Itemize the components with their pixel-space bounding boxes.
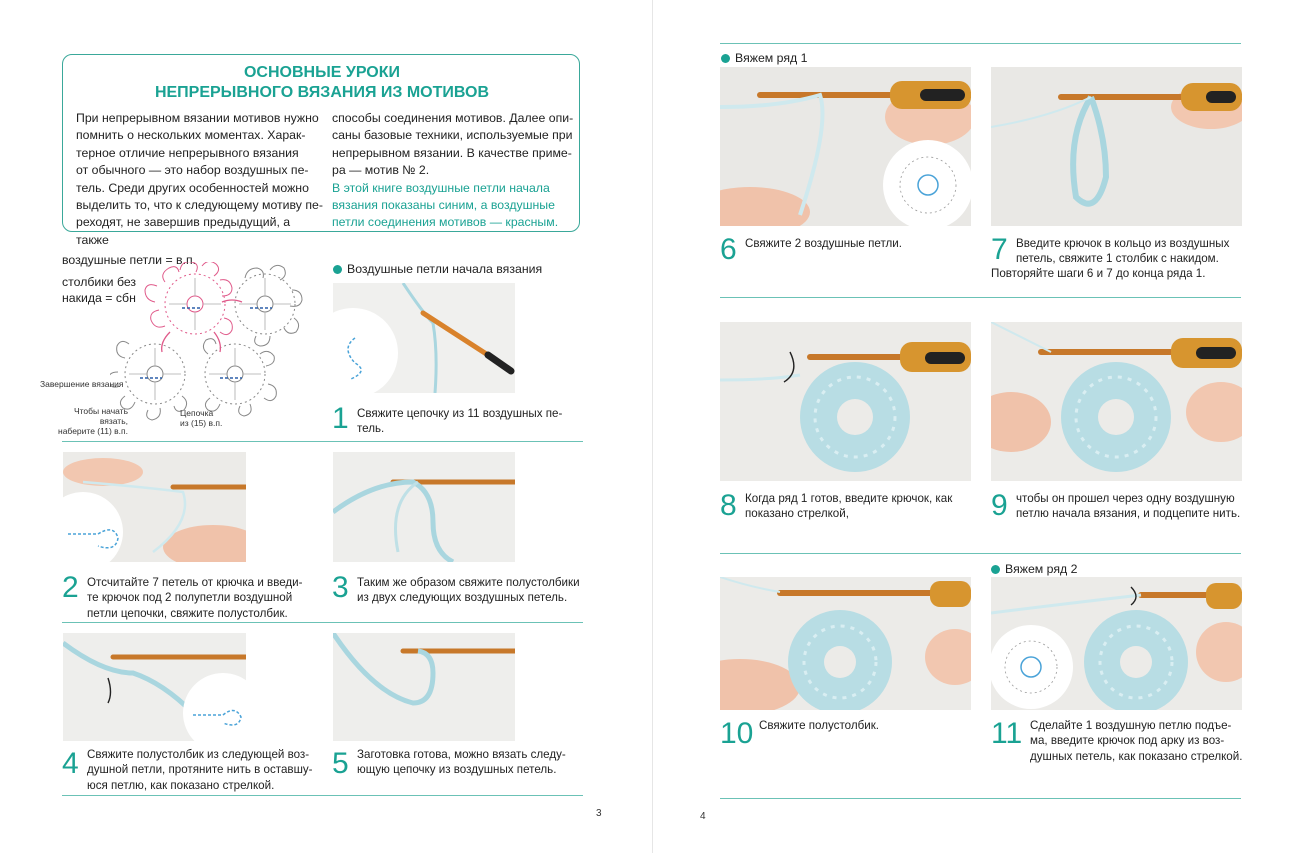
step-5-number: 5 (332, 747, 349, 780)
step-4-number: 4 (62, 747, 79, 780)
diagram-label-chain-line1: Цепочка (180, 408, 214, 418)
step-6-number: 6 (720, 233, 737, 266)
caption-line: Сделайте 1 воздушную петлю подъе- (1030, 719, 1232, 732)
divider (720, 43, 1241, 44)
legend-chain: воздушные петли = в.п. (62, 253, 197, 267)
caption-line: душной петли, протяните нить в оставшу- (87, 763, 313, 777)
caption-line: Свяжите полустолбик. (759, 719, 880, 732)
step-9-photo (991, 322, 1242, 481)
step-1-illustration (333, 283, 515, 393)
step-1-photo (333, 283, 515, 393)
caption-line: петель, свяжите 1 столбик с накидом. (1016, 252, 1219, 266)
step-5-caption (357, 747, 592, 778)
step-7-number: 7 (991, 233, 1008, 266)
caption-line: Таким же образом свяжите полустолбики (357, 576, 580, 589)
divider (62, 622, 583, 623)
bullet-dot (721, 54, 730, 63)
intro-column-2 (332, 110, 577, 232)
intro-line: саны базовые техники, используемые при (332, 128, 573, 143)
step-4-photo (63, 633, 246, 741)
intro-line: реходят, не завершив предыдущий, а также (76, 215, 291, 247)
step-8-illustration (720, 322, 971, 481)
step-1-number: 1 (332, 402, 349, 435)
caption-line: чтобы он прошел через одну воздушную (1016, 492, 1235, 505)
motif-diagram (110, 262, 310, 432)
step-9-illustration (991, 322, 1242, 481)
section-title-text: Вяжем ряд 2 (1005, 562, 1078, 576)
caption-line: Свяжите цепочку из 11 воздушных пе- (357, 407, 563, 420)
intro-title-line2: НЕПРЕРЫВНОГО ВЯЗАНИЯ ИЗ МОТИВОВ (154, 84, 490, 101)
caption-line: Свяжите 2 воздушные петли. (745, 237, 902, 250)
step-7-illustration (991, 67, 1242, 226)
section-title-text: Воздушные петли начала вязания (347, 262, 543, 276)
step-3-photo (333, 452, 515, 562)
divider (720, 553, 1241, 554)
caption-line: Когда ряд 1 готов, введите крючок, как (745, 492, 953, 505)
intro-line: непрерывном вязании. В качестве приме- (332, 145, 572, 160)
intro-note-line: В этой книге воздушные петли начала (332, 180, 550, 195)
step-2-illustration (63, 452, 246, 562)
step-2-number: 2 (62, 571, 79, 604)
step-5-photo (333, 633, 515, 741)
divider (62, 441, 583, 442)
step-7-photo (991, 67, 1242, 226)
step-6-illustration (720, 67, 971, 226)
section-title-row1 (721, 51, 807, 65)
intro-column-1 (76, 110, 326, 249)
section-title-text: Вяжем ряд 1 (735, 51, 808, 65)
page-spine (652, 0, 653, 853)
step-10-illustration (720, 577, 971, 710)
step-4-illustration (63, 633, 246, 741)
diagram-label-chain (180, 408, 222, 428)
caption-line: Свяжите полустолбик из следующей воз- (87, 748, 310, 761)
bullet-dot (333, 265, 342, 274)
caption-line: тель. (357, 422, 385, 436)
step-10-caption (759, 718, 979, 733)
step-9-number: 9 (991, 489, 1008, 522)
step-3-number: 3 (332, 571, 349, 604)
step-11-illustration (991, 577, 1242, 710)
caption-line: Введите крючок в кольцо из воздушных (1016, 237, 1230, 250)
step-8-number: 8 (720, 489, 737, 522)
intro-line: помнить о нескольких моментах. Харак- (76, 128, 306, 143)
caption-line: показано стрелкой, (745, 507, 849, 521)
step-6-photo (720, 67, 971, 226)
step-8-photo (720, 322, 971, 481)
step-3-illustration (333, 452, 515, 562)
step-1-caption (357, 406, 592, 437)
caption-line: Заготовка готова, можно вязать следу- (357, 748, 566, 761)
bullet-dot (991, 565, 1000, 574)
step-11-photo (991, 577, 1242, 710)
intro-title (62, 63, 582, 103)
step-2-photo (63, 452, 246, 562)
legend-sc-line1: столбики без (62, 275, 137, 289)
intro-line: тель. Среди других особенностей можно (76, 180, 309, 195)
divider (720, 297, 1241, 298)
step-5-illustration (333, 633, 515, 741)
step-11-caption (1030, 718, 1250, 764)
intro-line: от обычного — это набор воздушных пе- (76, 163, 309, 178)
step-3-caption (357, 575, 592, 606)
step-7-caption (1016, 236, 1256, 267)
step-7-caption-continued: Повторяйте шаги 6 и 7 до конца ряда 1. (991, 267, 1206, 280)
step-8-caption (745, 491, 985, 522)
step-2-caption (87, 575, 322, 621)
caption-line: душных петель, как показано стрелкой. (1030, 749, 1243, 763)
intro-line: При непрерывном вязании мотивов нужно (76, 111, 319, 125)
step-11-number: 11 (991, 717, 1023, 750)
page-number-right: 4 (700, 811, 706, 822)
caption-line: петлю начала вязания, и подцепите нить. (1016, 507, 1241, 521)
caption-line: ма, введите крючок под арку из воз- (1030, 734, 1225, 748)
diagram-label-start-line2: наберите (11) в.п. (58, 426, 128, 436)
step-9-caption (1016, 491, 1256, 522)
step-10-photo (720, 577, 971, 710)
caption-line: юся петлю, как показано стрелкой. (87, 778, 275, 792)
caption-line: Отсчитайте 7 петель от крючка и введи- (87, 576, 303, 589)
caption-line: те крючок под 2 полупетли воздушной (87, 591, 293, 605)
intro-note-line: вязания показаны синим, а воздушные (332, 198, 555, 213)
intro-title-line1: ОСНОВНЫЕ УРОКИ (243, 64, 400, 81)
intro-line: способы соединения мотивов. Далее опи- (332, 111, 574, 125)
caption-line: из двух следующих воздушных петель. (357, 591, 568, 605)
legend-sc-line2: накида = сбн (62, 291, 136, 305)
intro-line: выделить то, что к следующему мотиву пе- (76, 198, 323, 213)
diagram-label-chain-line2: из (15) в.п. (180, 418, 223, 428)
section-title-start-chains (333, 262, 542, 276)
diagram-label-start (54, 406, 128, 436)
divider (62, 795, 583, 796)
section-title-row2 (991, 562, 1077, 576)
step-4-caption (87, 747, 322, 793)
divider (720, 798, 1241, 799)
page-number-left: 3 (596, 808, 602, 819)
step-6-caption (745, 236, 985, 251)
diagram-label-finish: Завершение вязания (40, 379, 124, 389)
intro-line: ра — мотив № 2. (332, 163, 430, 178)
caption-line: петли цепочки, свяжите полустолбик. (87, 606, 288, 620)
intro-note-line: петли соединения мотивов — красным. (332, 215, 559, 230)
diagram-label-start-line1: Чтобы начать вязать, (73, 406, 128, 426)
intro-line: терное отличие непрерывного вязания (76, 145, 299, 160)
caption-line: ющую цепочку из воздушных петель. (357, 763, 557, 777)
step-10-number: 10 (720, 717, 754, 750)
